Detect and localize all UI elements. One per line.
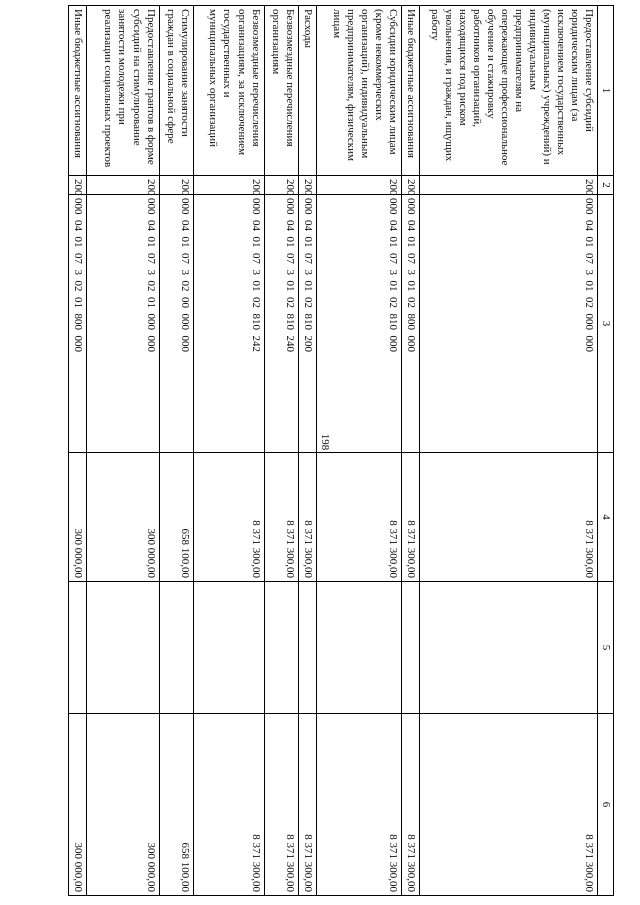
header-col-6: 6 — [598, 714, 614, 896]
row-grbs: 200 — [193, 176, 264, 195]
header-col-5: 5 — [598, 582, 614, 714]
row-col5 — [298, 582, 316, 714]
row-col4: 8 371 300,00 — [401, 453, 419, 582]
row-grbs: 200 — [86, 176, 159, 195]
row-col5 — [86, 582, 159, 714]
row-col5 — [316, 582, 401, 714]
row-col6: 8 371 300,00 — [264, 714, 298, 896]
row-col5 — [419, 582, 598, 714]
table-row — [419, 6, 598, 896]
row-col4: 8 371 300,00 — [316, 453, 401, 582]
table-header-row — [598, 6, 614, 896]
row-name: Предоставление грантов в форме субсидий на стимулирование занятости молодежи при реализации социальных проектов — [86, 6, 159, 176]
row-col4: 8 371 300,00 — [298, 453, 316, 582]
row-col6: 300 000,00 — [86, 714, 159, 896]
row-col4: 658 100,00 — [159, 453, 193, 582]
row-name: Иные бюджетные ассигнования — [401, 6, 419, 176]
row-grbs: 200 — [316, 176, 401, 195]
row-col6: 300 000,00 — [69, 714, 87, 896]
row-code: 000 04 01 07 3 01 02 810 000 — [316, 195, 401, 453]
row-grbs: 200 — [264, 176, 298, 195]
row-col4: 300 000,00 — [86, 453, 159, 582]
row-col6: 658 100,00 — [159, 714, 193, 896]
table-row — [298, 6, 316, 896]
row-grbs: 200 — [419, 176, 598, 195]
page-number: 198 — [319, 433, 331, 451]
table-row — [316, 6, 401, 896]
row-col6: 8 371 300,00 — [298, 714, 316, 896]
row-col4: 8 371 300,00 — [193, 453, 264, 582]
row-col5 — [69, 582, 87, 714]
row-code: 000 04 01 07 3 01 02 800 000 — [401, 195, 419, 453]
row-col5 — [193, 582, 264, 714]
row-col5 — [264, 582, 298, 714]
table-row — [86, 6, 159, 896]
row-code: 000 04 01 07 3 01 02 810 242 — [193, 195, 264, 453]
row-col6: 8 371 300,00 — [419, 714, 598, 896]
row-col4: 8 371 300,00 — [264, 453, 298, 582]
row-col4: 300 000,00 — [69, 453, 87, 582]
budget-table-container — [68, 5, 614, 895]
row-name: Субсидии юридическим лицам (кроме некоммерческих организаций), индивидуальным предпринимателям, физическим лицам — [316, 6, 401, 176]
row-name: Предоставление субсидий юридическим лицам (за исключением государственных (муниципальных) учреждений) и индивидуальным предпринимателям на опережающее профессиональное обучение и стажировку работников организаций, находящихся под риском увольнения, и граждан, ищущих работу — [419, 6, 598, 176]
row-grbs: 200 — [298, 176, 316, 195]
row-col5 — [159, 582, 193, 714]
row-code: 000 04 01 07 3 01 02 810 200 — [298, 195, 316, 453]
table-row — [264, 6, 298, 896]
row-grbs: 200 — [159, 176, 193, 195]
row-name: Иные бюджетные ассигнования — [69, 6, 87, 176]
table-row — [401, 6, 419, 896]
row-name: Стимулирование занятости граждан в социальной сфере — [159, 6, 193, 176]
row-code: 000 04 01 07 3 02 01 000 000 — [86, 195, 159, 453]
row-name: Безвозмездные перечисления организациям — [264, 6, 298, 176]
row-col5 — [401, 582, 419, 714]
budget-table — [68, 5, 614, 896]
row-grbs: 200 — [401, 176, 419, 195]
row-code: 000 04 01 07 3 02 00 000 000 — [159, 195, 193, 453]
header-col-1: 1 — [598, 6, 614, 176]
row-code: 000 04 01 07 3 01 02 000 000 — [419, 195, 598, 453]
row-code: 000 04 01 07 3 01 02 810 240 — [264, 195, 298, 453]
header-col-4: 4 — [598, 453, 614, 582]
row-name: Безвозмездные перечисления организациям, за исключением государственных и муниципальных организаций — [193, 6, 264, 176]
row-col4: 8 371 300,00 — [419, 453, 598, 582]
header-col-3: 3 — [598, 195, 614, 453]
table-row — [193, 6, 264, 896]
row-code: 000 04 01 07 3 02 01 800 000 — [69, 195, 87, 453]
header-col-2: 2 — [598, 176, 614, 195]
row-name: Расходы — [298, 6, 316, 176]
row-col6: 8 371 300,00 — [401, 714, 419, 896]
table-row — [69, 6, 87, 896]
row-col6: 8 371 300,00 — [193, 714, 264, 896]
table-row — [159, 6, 193, 896]
row-grbs: 200 — [69, 176, 87, 195]
row-col6: 8 371 300,00 — [316, 714, 401, 896]
